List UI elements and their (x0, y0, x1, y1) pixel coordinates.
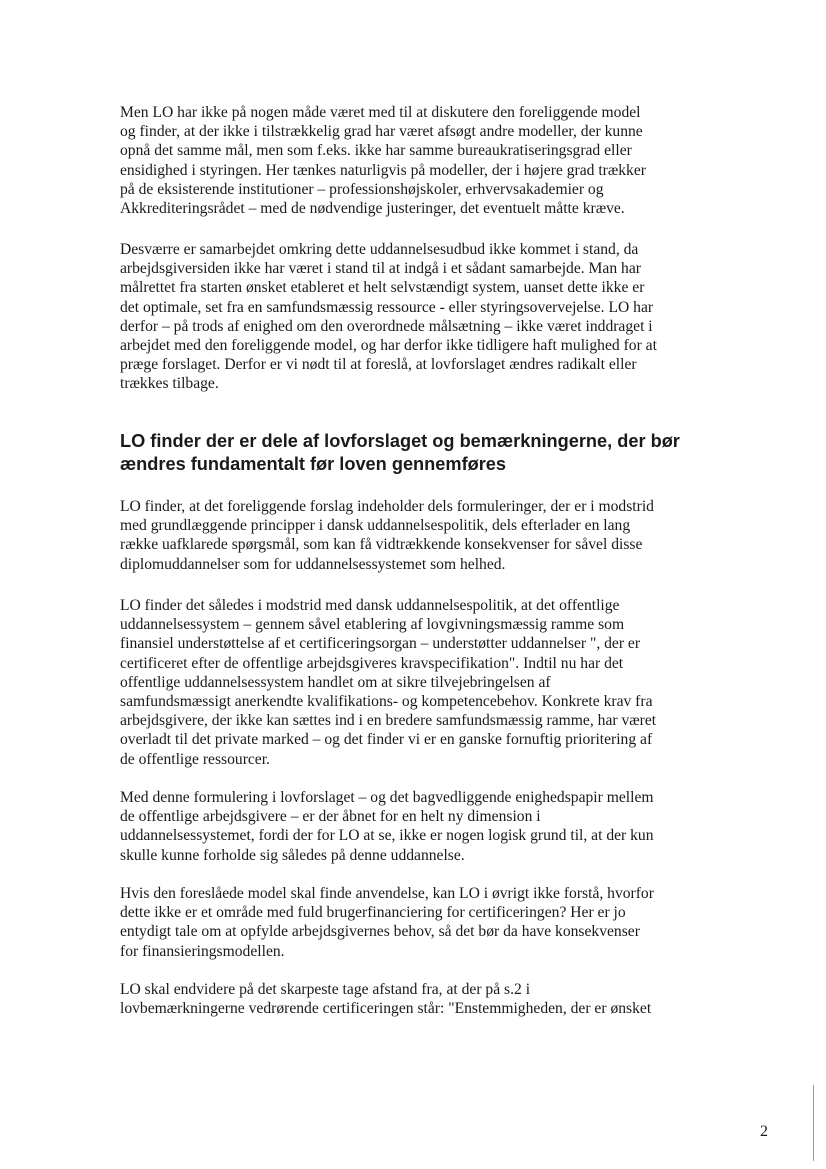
text-line: det optimale, set fra en samfundsmæssig ressource - eller styringsovervejelse. LO har (120, 298, 654, 316)
paragraph-distance (120, 980, 710, 1018)
text-line: Desværre er samarbejdet omkring dette uddannelsesudbud ikke kommet i stand, da (120, 241, 639, 258)
paragraph-collaboration (120, 240, 710, 394)
text-line: målrettet fra starten ønsket etableret et helt selvstændigt system, uanset dette ikke er (120, 279, 645, 297)
text-line: arbejdsgiversiden ikke har været i stand til at indgå i et sådant samarbejde. Man har (120, 260, 641, 278)
text-line: arbejdet med den foreliggende model, og har derfor ikke tidligere haft mulighed for at (120, 337, 657, 355)
heading-line: LO finder der er dele af lovforslaget og bemærkningerne, der bør (120, 431, 680, 451)
text-line: Men LO har ikke på nogen måde været med til at diskutere den foreliggende model (120, 104, 641, 121)
text-line: samfundsmæssigt anerkendte kvalifikations- og kompetencebehov. Konkrete krav fra (120, 693, 653, 711)
text-line: derfor – på trods af enighed om den overordnede målsætning – ikke været inddraget i (120, 317, 653, 335)
text-line: trækkes tilbage. (120, 375, 219, 393)
text-line: på de eksisterende institutioner – professionshøjskoler, erhvervsakademier og (120, 180, 604, 198)
text-line: Med denne formulering i lovforslaget – og det bagvedliggende enighedspapir mellem (120, 789, 654, 806)
text-line: diplomuddannelser som for uddannelsessystemet som helhed. (120, 555, 506, 573)
text-line: række uafklarede spørgsmål, som kan få vidtrækkende konsekvenser for såvel disse (120, 536, 643, 554)
text-line: de offentlige ressourcer. (120, 750, 270, 768)
heading-line: ændres fundamentalt før loven gennemføres (120, 454, 507, 474)
text-line: uddannelsessystemet, fordi der for LO at se, ikke er nogen logisk grund til, at der kun (120, 827, 654, 845)
scan-edge-line (813, 1085, 814, 1161)
text-line: uddannelsessystem – gennem såvel etablering af lovgivningsmæssig ramme som (120, 616, 625, 634)
text-line: med grundlæggende principper i dansk uddannelsespolitik, dels efterlader en lang (120, 517, 631, 535)
text-line: lovbemærkningerne vedrørende certificeringen står: "Enstemmigheden, der er ønsket (120, 1000, 652, 1018)
text-line: præge forslaget. Derfor er vi nødt til at foreslå, at lovforslaget ændres radikalt eller (120, 356, 637, 374)
text-line: entydigt tale om at opfylde arbejdsgivernes behov, så det bør da have konsekvenser (120, 923, 640, 941)
text-line: certificeret efter de offentlige arbejdsgiveres kravspecifikation". Indtil nu har det (120, 654, 624, 672)
text-line: arbejdsgivere, der ikke kan sættes ind i en bredere samfundsmæssig ramme, har været (120, 712, 657, 730)
text-line: de offentlige arbejdsgivere – er der åbnet for en helt ny dimension i (120, 808, 541, 826)
text-line: Hvis den foreslåede model skal finde anvendelse, kan LO i øvrigt ikke forstå, hvorfor (120, 885, 654, 902)
text-line: LO skal endvidere på det skarpeste tage afstand fra, at der på s.2 i (120, 981, 531, 998)
paragraph-contradictions (120, 497, 710, 574)
text-line: LO finder, at det foreliggende forslag indeholder dels formuleringer, der er i modstrid (120, 498, 654, 515)
text-line: og finder, at der ikke i tilstrækkelig grad har været afsøgt andre modeller, der kunne (120, 123, 643, 141)
text-line: ensidighed i styringen. Her tænkes naturligvis på modeller, der i højere grad trækker (120, 161, 646, 179)
section-heading (120, 430, 720, 476)
text-line: dette ikke er et område med fuld brugerfinanciering for certificeringen? Her er jo (120, 904, 626, 922)
text-line: skulle kunne forholde sig således på denne uddannelse. (120, 846, 465, 864)
text-line: LO finder det således i modstrid med dansk uddannelsespolitik, at det offentlige (120, 597, 620, 614)
paragraph-model-discussion (120, 103, 710, 218)
text-line: Akkrediteringsrådet – med de nødvendige justeringer, det eventuelt måtte kræve. (120, 200, 625, 218)
paragraph-new-dimension (120, 788, 710, 865)
text-line: for finansieringsmodellen. (120, 942, 285, 960)
text-line: overladt til det private marked – og det finder vi er en ganske fornuftig prioritering af (120, 731, 653, 749)
page-number: 2 (760, 1123, 768, 1140)
text-line: finansiel understøttelse af et certificeringsorgan – understøtter uddannelser ", der er (120, 635, 641, 653)
text-line: opnå det samme mål, men som f.eks. ikke har samme bureaukratiseringsgrad eller (120, 142, 632, 160)
paragraph-financing (120, 884, 710, 961)
text-line: offentlige uddannelsessystem handlet om at sikre tilvejebringelsen af (120, 673, 551, 691)
paragraph-education-policy (120, 596, 710, 769)
